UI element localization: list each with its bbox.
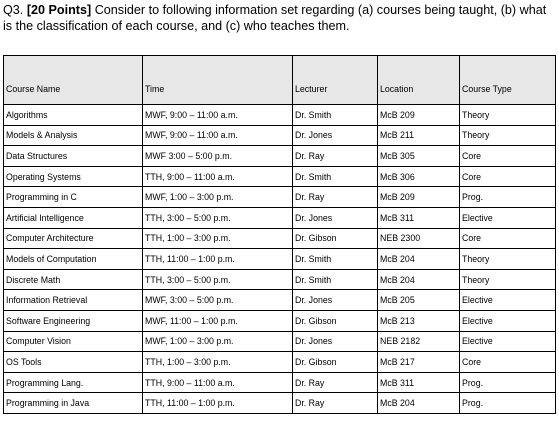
cell-location: McB 305 [378, 146, 460, 167]
cell-course-name: Operating Systems [4, 166, 143, 187]
cell-lecturer: Dr. Gibson [293, 228, 378, 249]
table-row [4, 310, 556, 331]
cell-course-type: Elective [460, 207, 556, 228]
cell-location: McB 213 [378, 310, 460, 331]
table-row [4, 393, 556, 414]
cell-course-type: Elective [460, 290, 556, 311]
cell-course-name: Discrete Math [4, 269, 143, 290]
cell-course-type: Theory [460, 249, 556, 270]
table-row [4, 146, 556, 167]
cell-lecturer: Dr. Jones [293, 125, 378, 146]
cell-location: McB 217 [378, 352, 460, 373]
cell-course-type: Theory [460, 125, 556, 146]
table-row [4, 105, 556, 126]
cell-course-name: Programming in C [4, 187, 143, 208]
cell-lecturer: Dr. Ray [293, 372, 378, 393]
question-body: Consider to following information set regarding (a) courses being taught, (b) what is the classification of each course, and (c) who teaches them. [3, 3, 547, 33]
cell-course-type: Theory [460, 105, 556, 126]
cell-time: MWF, 3:00 – 5:00 p.m. [143, 290, 293, 311]
cell-time: TTH, 9:00 – 11:00 a.m. [143, 372, 293, 393]
header-row [4, 56, 556, 105]
cell-location: McB 209 [378, 105, 460, 126]
cell-time: MWF, 9:00 – 11:00 a.m. [143, 125, 293, 146]
cell-course-name: Models of Computation [4, 249, 143, 270]
cell-time: MWF, 1:00 – 3:00 p.m. [143, 331, 293, 352]
table-row [4, 269, 556, 290]
cell-location: McB 209 [378, 187, 460, 208]
cell-lecturer: Dr. Smith [293, 249, 378, 270]
cell-course-type: Core [460, 166, 556, 187]
table-row [4, 228, 556, 249]
table-header [4, 56, 556, 105]
cell-time: TTH, 1:00 – 3:00 p.m. [143, 228, 293, 249]
cell-lecturer: Dr. Jones [293, 331, 378, 352]
cell-location: McB 204 [378, 249, 460, 270]
table-row [4, 207, 556, 228]
header-lecturer: Lecturer [293, 56, 378, 105]
cell-course-name: Computer Vision [4, 331, 143, 352]
cell-course-name: OS Tools [4, 352, 143, 373]
cell-time: TTH, 9:00 – 11:00 a.m. [143, 166, 293, 187]
cell-course-name: Computer Architecture [4, 228, 143, 249]
cell-course-type: Core [460, 352, 556, 373]
table-row [4, 372, 556, 393]
table-row [4, 290, 556, 311]
cell-lecturer: Dr. Ray [293, 146, 378, 167]
header-course-type: Course Type [460, 56, 556, 105]
table-row [4, 125, 556, 146]
table-row [4, 187, 556, 208]
table-body [4, 105, 556, 414]
header-course-name: Course Name [4, 56, 143, 105]
cell-location: McB 204 [378, 269, 460, 290]
cell-location: McB 205 [378, 290, 460, 311]
table-row [4, 352, 556, 373]
cell-lecturer: Dr. Smith [293, 166, 378, 187]
cell-course-name: Algorithms [4, 105, 143, 126]
cell-lecturer: Dr. Jones [293, 207, 378, 228]
cell-lecturer: Dr. Smith [293, 269, 378, 290]
question-text [3, 2, 555, 34]
cell-location: NEB 2182 [378, 331, 460, 352]
cell-location: McB 306 [378, 166, 460, 187]
cell-lecturer: Dr. Ray [293, 187, 378, 208]
question-number: Q3. [3, 3, 24, 17]
cell-course-type: Elective [460, 331, 556, 352]
cell-lecturer: Dr. Gibson [293, 310, 378, 331]
table-row [4, 331, 556, 352]
header-location: Location [378, 56, 460, 105]
cell-time: MWF, 11:00 – 1:00 p.m. [143, 310, 293, 331]
table-row [4, 249, 556, 270]
cell-course-name: Data Structures [4, 146, 143, 167]
cell-time: TTH, 11:00 – 1:00 p.m. [143, 393, 293, 414]
cell-time: TTH, 1:00 – 3:00 p.m. [143, 352, 293, 373]
cell-lecturer: Dr. Ray [293, 393, 378, 414]
cell-time: MWF 3:00 – 5:00 p.m. [143, 146, 293, 167]
cell-lecturer: Dr. Jones [293, 290, 378, 311]
cell-time: TTH, 3:00 – 5:00 p.m. [143, 269, 293, 290]
cell-course-type: Core [460, 228, 556, 249]
cell-course-name: Artificial Intelligence [4, 207, 143, 228]
course-table [3, 55, 556, 414]
cell-course-name: Programming in Java [4, 393, 143, 414]
cell-lecturer: Dr. Gibson [293, 352, 378, 373]
cell-location: McB 311 [378, 207, 460, 228]
cell-time: MWF, 9:00 – 11:00 a.m. [143, 105, 293, 126]
table-row [4, 166, 556, 187]
cell-course-type: Prog. [460, 393, 556, 414]
cell-course-type: Theory [460, 269, 556, 290]
cell-course-type: Prog. [460, 372, 556, 393]
cell-location: McB 204 [378, 393, 460, 414]
cell-location: McB 211 [378, 125, 460, 146]
cell-location: McB 311 [378, 372, 460, 393]
question-points: [20 Points] [26, 3, 92, 17]
cell-time: MWF, 1:00 – 3:00 p.m. [143, 187, 293, 208]
cell-course-name: Information Retrieval [4, 290, 143, 311]
cell-course-name: Programming Lang. [4, 372, 143, 393]
cell-course-type: Prog. [460, 187, 556, 208]
cell-course-type: Elective [460, 310, 556, 331]
header-time: Time [143, 56, 293, 105]
cell-location: NEB 2300 [378, 228, 460, 249]
cell-time: TTH, 11:00 – 1:00 p.m. [143, 249, 293, 270]
cell-lecturer: Dr. Smith [293, 105, 378, 126]
cell-course-name: Software Engineering [4, 310, 143, 331]
cell-course-name: Models & Analysis [4, 125, 143, 146]
cell-course-type: Core [460, 146, 556, 167]
cell-time: TTH, 3:00 – 5:00 p.m. [143, 207, 293, 228]
